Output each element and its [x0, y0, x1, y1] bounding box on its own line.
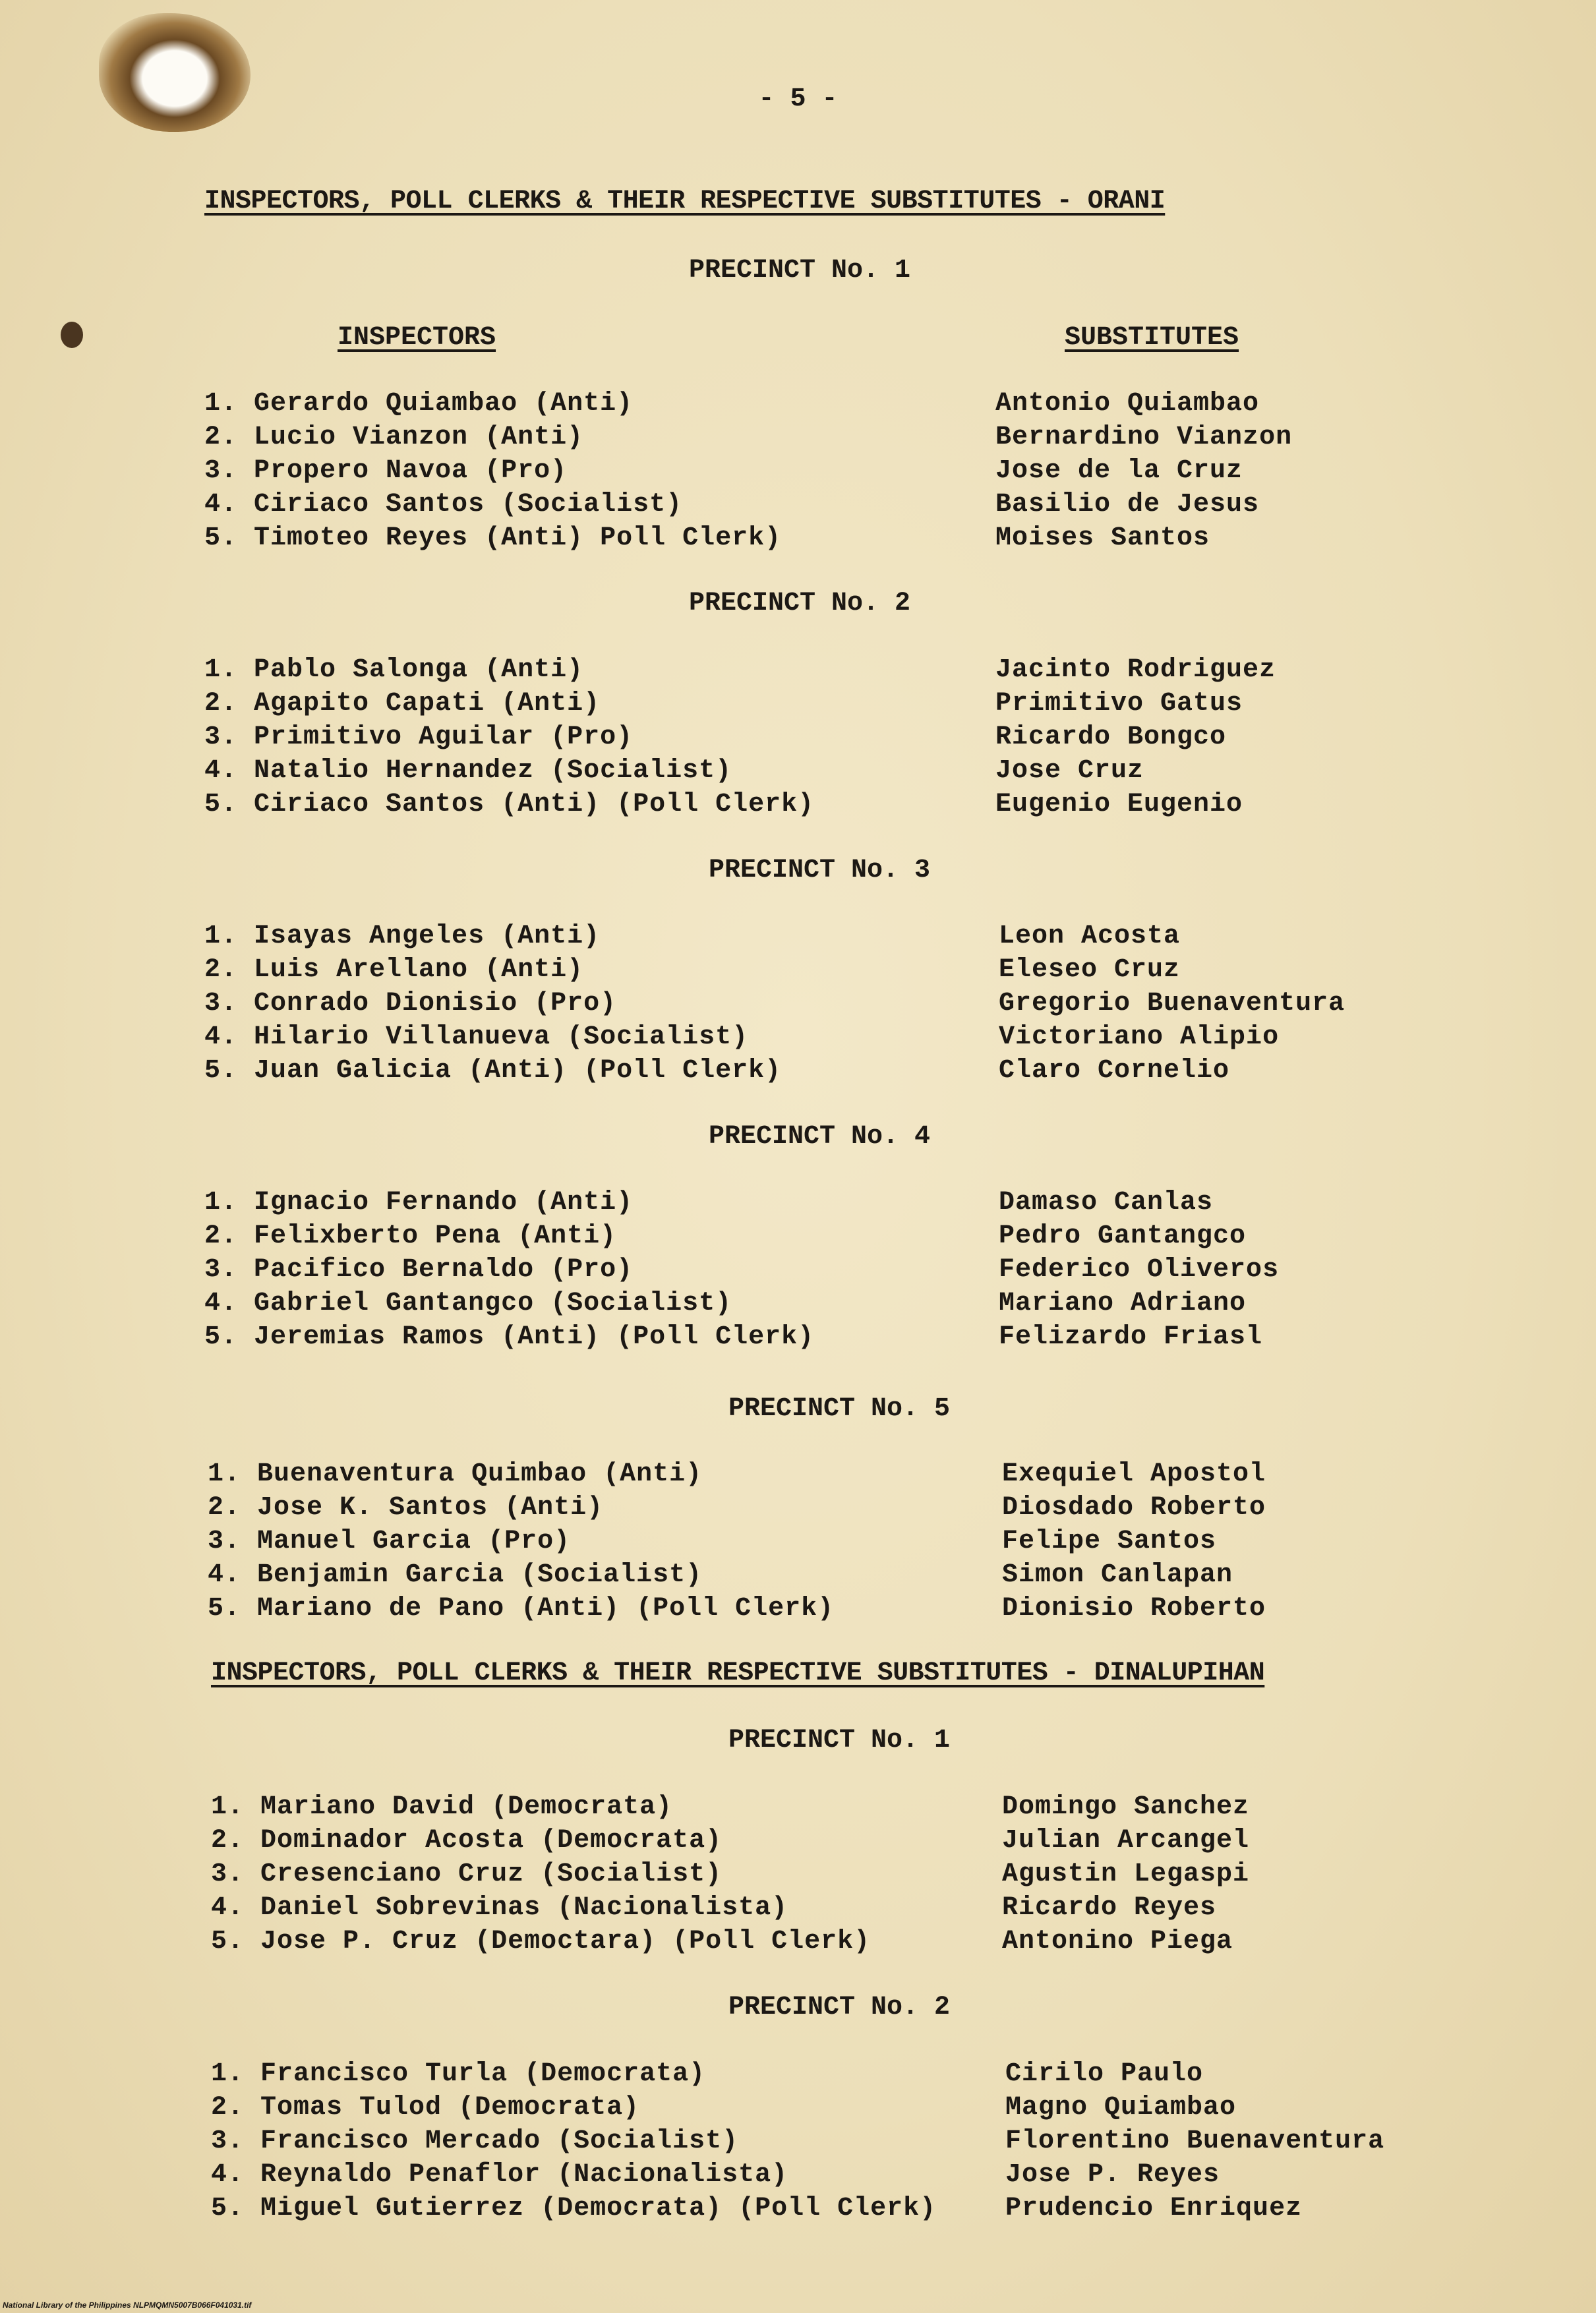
precinct-title: PRECINCT No. 2 — [689, 589, 911, 618]
substitute-entry: Diosdado Roberto — [1002, 1493, 1266, 1523]
inspector-entry: 3. Cresenciano Cruz (Socialist) — [211, 1859, 723, 1889]
substitute-entry: Eugenio Eugenio — [995, 790, 1243, 819]
inspector-entry: 2. Agapito Capati (Anti) — [204, 689, 601, 718]
substitute-entry: Jacinto Rodriguez — [995, 655, 1276, 685]
substitutes-header: SUBSTITUTES — [1065, 323, 1239, 353]
inspector-entry: 5. Ciriaco Santos (Anti) (Poll Clerk) — [204, 790, 815, 819]
substitute-entry: Simon Canlapan — [1002, 1560, 1233, 1590]
inspector-entry: 4. Hilario Villanueva (Socialist) — [204, 1022, 749, 1052]
precinct-title: PRECINCT No. 4 — [709, 1122, 931, 1152]
substitute-entry: Ricardo Bongco — [995, 722, 1227, 752]
substitute-entry: Moises Santos — [995, 523, 1210, 553]
page-number: - 5 - — [758, 84, 838, 114]
substitute-entry: Victoriano Alipio — [999, 1022, 1280, 1052]
substitute-entry: Felipe Santos — [1002, 1527, 1217, 1556]
precinct-title: PRECINCT No. 1 — [689, 256, 911, 285]
substitute-entry: Ricardo Reyes — [1002, 1893, 1217, 1923]
inspector-entry: 2. Felixberto Pena (Anti) — [204, 1221, 617, 1251]
substitute-entry: Florentino Buenaventura — [1005, 2126, 1385, 2156]
substitute-entry: Antonino Piega — [1002, 1927, 1233, 1956]
burn-hole — [99, 13, 251, 132]
precinct-title: PRECINCT No. 1 — [728, 1726, 951, 1755]
inspector-entry: 1. Gerardo Quiambao (Anti) — [204, 389, 634, 419]
substitute-entry: Bernardino Vianzon — [995, 423, 1293, 452]
inspector-entry: 1. Buenaventura Quimbao (Anti) — [208, 1459, 703, 1489]
substitute-entry: Prudencio Enriquez — [1005, 2194, 1303, 2223]
substitute-entry: Damaso Canlas — [999, 1188, 1214, 1217]
inspector-entry: 5. Miguel Gutierrez (Democrata) (Poll Clerk) — [211, 2194, 937, 2223]
inspector-entry: 5. Timoteo Reyes (Anti) Poll Clerk) — [204, 523, 782, 553]
inspector-entry: 1. Francisco Turla (Democrata) — [211, 2059, 706, 2089]
inspector-entry: 3. Pacifico Bernaldo (Pro) — [204, 1255, 634, 1285]
inspector-entry: 4. Natalio Hernandez (Socialist) — [204, 756, 732, 786]
substitute-entry: Dionisio Roberto — [1002, 1594, 1266, 1624]
inspector-entry: 4. Gabriel Gantangco (Socialist) — [204, 1289, 732, 1318]
inspector-entry: 3. Propero Navoa (Pro) — [204, 456, 568, 486]
inspector-entry: 1. Isayas Angeles (Anti) — [204, 922, 601, 951]
inspector-entry: 1. Pablo Salonga (Anti) — [204, 655, 584, 685]
section-heading-orani: INSPECTORS, POLL CLERKS & THEIR RESPECTIVE SUBSTITUTES - ORANI — [204, 187, 1166, 216]
precinct-title: PRECINCT No. 3 — [709, 856, 931, 885]
inspector-entry: 4. Daniel Sobrevinas (Nacionalista) — [211, 1893, 788, 1923]
ink-spot — [61, 322, 83, 348]
precinct-title: PRECINCT No. 2 — [728, 1993, 951, 2022]
substitute-entry: Agustin Legaspi — [1002, 1859, 1250, 1889]
precinct-title: PRECINCT No. 5 — [728, 1394, 951, 1424]
substitute-entry: Basilio de Jesus — [995, 490, 1260, 519]
substitute-entry: Julian Arcangel — [1002, 1826, 1250, 1856]
inspector-entry: 2. Jose K. Santos (Anti) — [208, 1493, 604, 1523]
inspector-entry: 2. Dominador Acosta (Democrata) — [211, 1826, 723, 1856]
substitute-entry: Exequiel Apostol — [1002, 1459, 1266, 1489]
inspector-entry: 1. Ignacio Fernando (Anti) — [204, 1188, 634, 1217]
substitute-entry: Pedro Gantangco — [999, 1221, 1247, 1251]
inspector-entry: 5. Mariano de Pano (Anti) (Poll Clerk) — [208, 1594, 835, 1624]
substitute-entry: Magno Quiambao — [1005, 2093, 1237, 2123]
inspector-entry: 3. Manuel Garcia (Pro) — [208, 1527, 571, 1556]
substitute-entry: Cirilo Paulo — [1005, 2059, 1204, 2089]
substitute-entry: Eleseo Cruz — [999, 955, 1181, 985]
inspector-entry: 1. Mariano David (Democrata) — [211, 1792, 673, 1822]
substitute-entry: Leon Acosta — [999, 922, 1181, 951]
substitute-entry: Jose Cruz — [995, 756, 1144, 786]
inspector-entry: 3. Conrado Dionisio (Pro) — [204, 989, 617, 1018]
substitute-entry: Primitivo Gatus — [995, 689, 1243, 718]
inspector-entry: 4. Reynaldo Penaflor (Nacionalista) — [211, 2160, 788, 2190]
inspector-entry: 5. Juan Galicia (Anti) (Poll Clerk) — [204, 1056, 782, 1086]
substitute-entry: Mariano Adriano — [999, 1289, 1247, 1318]
substitute-entry: Felizardo Friasl — [999, 1322, 1263, 1352]
inspector-entry: 4. Ciriaco Santos (Socialist) — [204, 490, 683, 519]
inspector-entry: 5. Jose P. Cruz (Democtara) (Poll Clerk) — [211, 1927, 871, 1956]
substitute-entry: Jose P. Reyes — [1005, 2160, 1220, 2190]
substitute-entry: Domingo Sanchez — [1002, 1792, 1250, 1822]
inspector-entry: 5. Jeremias Ramos (Anti) (Poll Clerk) — [204, 1322, 815, 1352]
inspector-entry: 3. Francisco Mercado (Socialist) — [211, 2126, 739, 2156]
substitute-entry: Jose de la Cruz — [995, 456, 1243, 486]
inspector-entry: 2. Lucio Vianzon (Anti) — [204, 423, 584, 452]
inspector-entry: 4. Benjamin Garcia (Socialist) — [208, 1560, 703, 1590]
substitute-entry: Gregorio Buenaventura — [999, 989, 1345, 1018]
section-heading-dinalupihan: INSPECTORS, POLL CLERKS & THEIR RESPECTIVE SUBSTITUTES - DINALUPIHAN — [211, 1658, 1265, 1688]
substitute-entry: Antonio Quiambao — [995, 389, 1260, 419]
inspectors-header: INSPECTORS — [338, 323, 496, 353]
inspector-entry: 2. Tomas Tulod (Democrata) — [211, 2093, 640, 2123]
substitute-entry: Claro Cornelio — [999, 1056, 1230, 1086]
inspector-entry: 2. Luis Arellano (Anti) — [204, 955, 584, 985]
footer-caption: National Library of the Philippines NLPMQMN5007B066F041031.tif — [3, 2300, 252, 2310]
inspector-entry: 3. Primitivo Aguilar (Pro) — [204, 722, 634, 752]
substitute-entry: Federico Oliveros — [999, 1255, 1280, 1285]
